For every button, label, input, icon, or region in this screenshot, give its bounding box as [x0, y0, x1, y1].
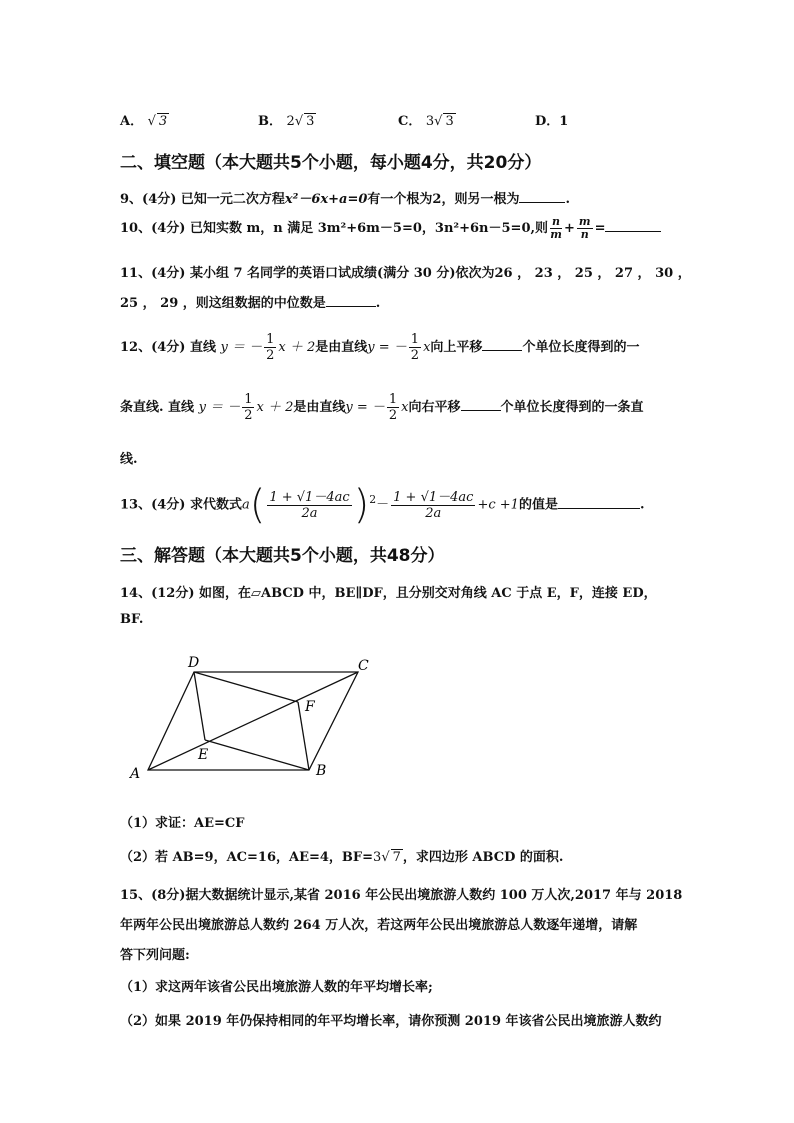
parallelogram-figure — [120, 648, 380, 788]
question-12-line-1: 12、(4分) 直线 y ＝ － $\frac{1}{2}$ x ＋ 2是由直线y = － $\frac{1}{2}$ x向上平移 个单位长度得到的一 — [120, 332, 640, 363]
segment-df — [194, 672, 298, 702]
question-11-line-1: 11、(4分) 某小组 7 名同学的英语口试成绩(满分 30 分)依次为26 ， 23 ， 25 ， 27 ， 30 ， — [120, 266, 691, 281]
question-15-line-2: 年两年公民出境旅游总人数约 264 万人次，若这两年公民出境旅游总人数逐年递增，请解 — [120, 918, 638, 933]
fraction-n-over-m: $\frac{n}{m}$ — [550, 215, 562, 241]
option-d: D．1 — [535, 114, 569, 129]
question-13: 13、(4分) 求代数式a( $\frac{1 + √1-4ac}{2a}$ )$^2$－ $\frac{1 + √1-4ac}{2a}$ +c +1的值是 . — [120, 482, 645, 528]
question-15-part-1: （1）求这两年该省公民出境旅游人数的年平均增长率; — [120, 980, 433, 995]
question-14-line-2: BF. — [120, 612, 144, 627]
label-f: F — [305, 699, 315, 715]
label-c: C — [358, 658, 369, 674]
answer-blank — [461, 398, 501, 411]
label-d: D — [188, 655, 200, 671]
section-solution-heading: 三、解答题（本大题共5个小题，共48分） — [120, 546, 445, 566]
answer-blank — [558, 496, 640, 509]
segment-ed — [194, 672, 205, 740]
question-15-line-1: 15、(8分)据大数据统计显示,某省 2016 年公民出境旅游人数约 100 万人次,2017 年与 2018 — [120, 888, 683, 903]
question-14-part-1: （1）求证：AE=CF — [120, 816, 245, 831]
question-12-line-3: 线. — [120, 452, 138, 467]
answer-blank — [605, 219, 661, 232]
question-12-line-2: 条直线. 直线 y ＝ － $\frac{1}{2}$ x ＋ 2是由直线y = － $\frac{1}{2}$ x向右平移 个单位长度得到的一条直 — [120, 392, 644, 423]
fraction-m-over-n: $\frac{m}{n}$ — [578, 215, 591, 241]
question-10: 10、(4分) 已知实数 m，n 满足 3m²+6m－5=0，3n²+6n－5=0,则 $\frac{n}{m}$ + $\frac{m}{n}$ = — [120, 216, 661, 241]
answer-blank — [482, 338, 522, 351]
question-11-line-2: 25 ， 29 ，则这组数据的中位数是 . — [120, 296, 381, 311]
label-e: E — [198, 747, 209, 763]
question-15-line-3: 答下列问题: — [120, 948, 190, 963]
segment-be — [205, 740, 309, 770]
question-15-part-2: （2）如果 2019 年仍保持相同的年平均增长率，请你预测 2019 年该省公民出境旅游人数约 — [120, 1014, 662, 1029]
question-14-line-1: 14、(12分) 如图，在▱ABCD 中，BE∥DF，且分别交对角线 AC 于点 E，F，连接 ED， — [120, 586, 657, 601]
option-c: C． 3√ 3 — [398, 114, 454, 129]
label-a: A — [130, 766, 141, 782]
answer-blank — [326, 294, 376, 307]
question-14-part-2: （2）若 AB=9，AC=16，AE=4，BF=3√ 7 ，求四边形 ABCD 的面积. — [120, 850, 564, 865]
answer-blank — [519, 190, 565, 203]
question-9: 9、(4分) 已知一元二次方程x²－6x+a=0有一个根为2，则另一根为 . — [120, 192, 570, 207]
option-b: B． 2√ 3 — [258, 114, 315, 129]
diagonal-ac — [148, 672, 358, 770]
label-b: B — [316, 763, 327, 779]
section-fill-blank-heading: 二、填空题（本大题共5个小题，每小题4分，共20分） — [120, 153, 542, 173]
option-a: A． √ 3 — [120, 114, 168, 129]
